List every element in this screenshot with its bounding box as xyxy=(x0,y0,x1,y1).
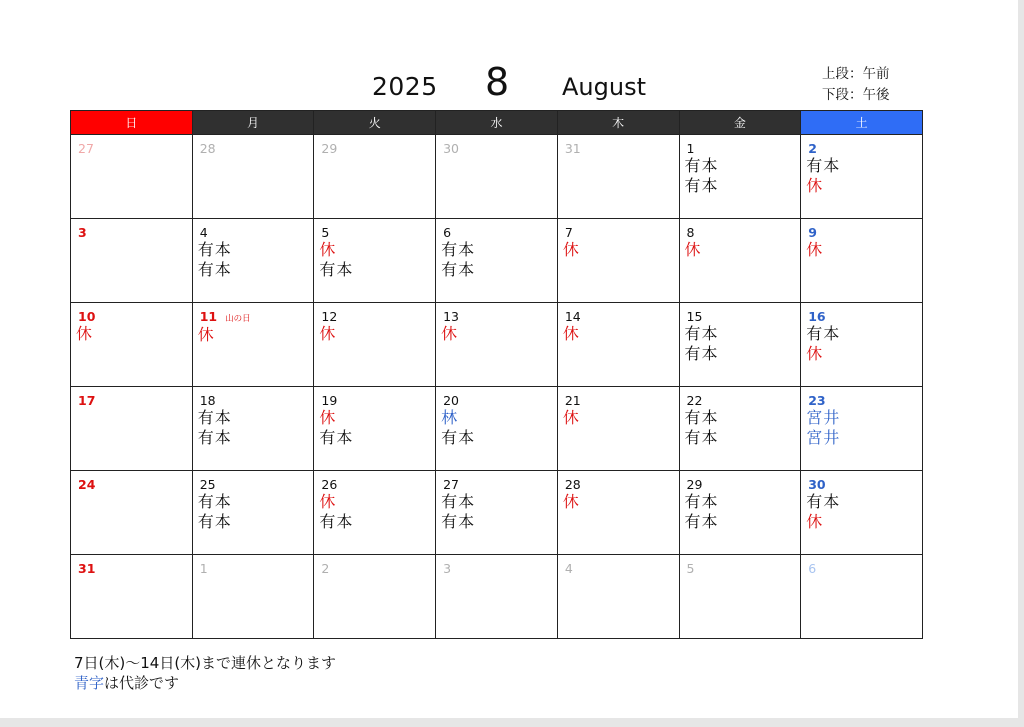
day-number: 31 xyxy=(78,561,96,576)
day-cell[interactable] xyxy=(314,303,436,387)
day-cell[interactable] xyxy=(801,387,923,471)
day-cell[interactable] xyxy=(679,387,801,471)
day-cell[interactable] xyxy=(801,555,923,639)
afternoon-doctor: 有本 xyxy=(441,512,476,531)
day-cell[interactable] xyxy=(679,303,801,387)
day-cell[interactable] xyxy=(71,387,193,471)
day-number: 7 xyxy=(564,225,573,240)
afternoon-doctor: 有本 xyxy=(319,260,354,279)
day-cell[interactable] xyxy=(314,471,436,555)
day-number: 9 xyxy=(808,225,817,240)
day-number: 26 xyxy=(321,477,338,492)
week-row xyxy=(71,135,923,219)
day-cell[interactable] xyxy=(436,555,558,639)
day-cell[interactable] xyxy=(436,303,558,387)
morning-doctor: 宮井 xyxy=(806,408,841,427)
afternoon-doctor: 休 xyxy=(806,344,824,363)
day-cell[interactable] xyxy=(71,303,193,387)
day-number: 13 xyxy=(443,309,460,324)
day-cell[interactable] xyxy=(557,219,679,303)
day-cell[interactable] xyxy=(436,387,558,471)
legend-top-row: 上段：午前 xyxy=(822,66,890,82)
morning-doctor: 有本 xyxy=(441,240,476,259)
day-number: 14 xyxy=(564,309,581,324)
day-number: 28 xyxy=(564,477,581,492)
footer-substitute-note xyxy=(74,673,336,693)
calendar-body xyxy=(71,135,923,639)
afternoon-doctor: 有本 xyxy=(684,428,719,447)
day-number: 30 xyxy=(808,477,826,492)
day-number: 2 xyxy=(321,561,330,576)
day-cell[interactable] xyxy=(679,135,801,219)
afternoon-doctor: 有本 xyxy=(684,344,719,363)
day-number: 30 xyxy=(443,141,460,156)
morning-doctor: 有本 xyxy=(197,492,232,511)
day-number: 28 xyxy=(199,141,216,156)
morning-doctor: 休 xyxy=(319,324,337,343)
day-cell[interactable] xyxy=(679,471,801,555)
day-number: 20 xyxy=(443,393,460,408)
day-number: 18 xyxy=(199,393,216,408)
day-cell[interactable] xyxy=(314,387,436,471)
day-cell[interactable] xyxy=(71,135,193,219)
morning-doctor: 休 xyxy=(319,240,337,259)
day-number: 31 xyxy=(564,141,581,156)
day-cell[interactable] xyxy=(192,387,314,471)
day-number: 5 xyxy=(321,225,330,240)
afternoon-doctor: 有本 xyxy=(684,512,719,531)
weekday-saturday: 土 xyxy=(801,111,923,135)
morning-doctor: 休 xyxy=(562,408,580,427)
day-cell[interactable] xyxy=(71,555,193,639)
day-cell[interactable] xyxy=(314,555,436,639)
day-cell[interactable] xyxy=(192,555,314,639)
calendar-month-english: August xyxy=(562,73,646,101)
day-number: 1 xyxy=(686,141,695,156)
morning-doctor: 林 xyxy=(441,408,459,427)
holiday-label: 山の日 xyxy=(225,314,251,324)
afternoon-doctor: 有本 xyxy=(197,512,232,531)
morning-doctor: 有本 xyxy=(684,408,719,427)
weekday-monday: 月 xyxy=(192,111,314,135)
day-cell[interactable] xyxy=(557,555,679,639)
day-number: 4 xyxy=(199,225,208,240)
day-number: 6 xyxy=(443,225,452,240)
afternoon-doctor: 宮井 xyxy=(806,428,841,447)
day-cell[interactable] xyxy=(801,303,923,387)
day-number: 15 xyxy=(686,309,703,324)
weekday-wednesday: 水 xyxy=(436,111,558,135)
morning-doctor: 有本 xyxy=(684,324,719,343)
weekday-sunday: 日 xyxy=(71,111,193,135)
afternoon-doctor: 有本 xyxy=(441,260,476,279)
day-number: 12 xyxy=(321,309,338,324)
afternoon-doctor: 有本 xyxy=(197,428,232,447)
day-cell[interactable] xyxy=(436,471,558,555)
morning-doctor: 休 xyxy=(319,408,337,427)
footer-substitute-text: は代診です xyxy=(104,674,180,692)
calendar-grid xyxy=(70,110,923,639)
calendar-month: 8 xyxy=(485,60,510,104)
footer-holiday-note: 7日(木)〜14日(木)まで連休となります xyxy=(74,654,337,672)
day-cell[interactable] xyxy=(436,219,558,303)
morning-doctor: 有本 xyxy=(197,408,232,427)
day-cell[interactable] xyxy=(801,471,923,555)
day-cell[interactable] xyxy=(314,135,436,219)
afternoon-doctor: 有本 xyxy=(441,428,476,447)
day-number: 6 xyxy=(808,561,817,576)
morning-doctor: 有本 xyxy=(684,156,719,175)
morning-doctor: 休 xyxy=(441,324,459,343)
day-cell[interactable] xyxy=(801,219,923,303)
day-number: 1 xyxy=(199,561,208,576)
morning-doctor: 休 xyxy=(562,492,580,511)
afternoon-doctor: 休 xyxy=(806,176,824,195)
day-number: 24 xyxy=(78,477,96,492)
day-number: 29 xyxy=(686,477,703,492)
legend-note xyxy=(822,64,890,106)
day-number: 3 xyxy=(78,225,87,240)
day-cell[interactable] xyxy=(679,219,801,303)
day-cell[interactable] xyxy=(557,387,679,471)
day-cell[interactable] xyxy=(801,135,923,219)
morning-doctor: 有本 xyxy=(441,492,476,511)
day-number: 21 xyxy=(564,393,581,408)
afternoon-doctor: 有本 xyxy=(319,512,354,531)
weekday-thursday: 木 xyxy=(557,111,679,135)
afternoon-doctor: 休 xyxy=(806,512,824,531)
day-number: 3 xyxy=(443,561,452,576)
day-number: 4 xyxy=(564,561,573,576)
day-number: 25 xyxy=(199,477,216,492)
day-number: 11 xyxy=(199,309,218,324)
day-number: 29 xyxy=(321,141,338,156)
morning-doctor: 有本 xyxy=(684,492,719,511)
footer-notes xyxy=(74,653,336,693)
day-number: 27 xyxy=(78,141,94,156)
legend-bottom-row: 下段：午後 xyxy=(822,87,890,103)
day-cell[interactable] xyxy=(557,471,679,555)
morning-doctor: 有本 xyxy=(806,492,841,511)
day-number: 17 xyxy=(78,393,96,408)
calendar-year: 2025 xyxy=(372,72,438,101)
day-number: 16 xyxy=(808,309,826,324)
day-cell[interactable] xyxy=(192,219,314,303)
morning-doctor: 休 xyxy=(806,240,824,259)
day-number: 22 xyxy=(686,393,703,408)
morning-doctor: 休 xyxy=(684,240,702,259)
day-cell[interactable] xyxy=(71,219,193,303)
afternoon-doctor: 有本 xyxy=(684,176,719,195)
morning-doctor: 有本 xyxy=(197,240,232,259)
day-number: 27 xyxy=(443,477,460,492)
morning-doctor: 休 xyxy=(562,324,580,343)
footer-blue-word: 青字 xyxy=(74,674,105,692)
afternoon-doctor: 有本 xyxy=(197,260,232,279)
day-cell[interactable] xyxy=(192,135,314,219)
day-number: 5 xyxy=(686,561,695,576)
day-cell[interactable] xyxy=(192,471,314,555)
week-row xyxy=(71,555,923,639)
day-cell[interactable] xyxy=(314,219,436,303)
day-number: 8 xyxy=(686,225,695,240)
morning-doctor: 休 xyxy=(197,325,215,344)
day-cell[interactable] xyxy=(436,135,558,219)
afternoon-doctor: 有本 xyxy=(319,428,354,447)
week-row xyxy=(71,471,923,555)
morning-doctor: 休 xyxy=(319,492,337,511)
day-cell[interactable] xyxy=(679,555,801,639)
weekday-tuesday: 火 xyxy=(314,111,436,135)
week-row xyxy=(71,219,923,303)
day-cell[interactable] xyxy=(557,303,679,387)
morning-doctor: 有本 xyxy=(806,156,841,175)
morning-doctor: 休 xyxy=(76,324,94,343)
weekday-friday: 金 xyxy=(679,111,801,135)
day-cell[interactable] xyxy=(557,135,679,219)
day-number: 2 xyxy=(808,141,817,156)
day-cell[interactable] xyxy=(192,303,314,387)
day-cell[interactable] xyxy=(71,471,193,555)
morning-doctor: 休 xyxy=(562,240,580,259)
day-number: 23 xyxy=(808,393,826,408)
morning-doctor: 有本 xyxy=(806,324,841,343)
day-number: 19 xyxy=(321,393,338,408)
week-row xyxy=(71,303,923,387)
day-number: 10 xyxy=(78,309,96,324)
week-row xyxy=(71,387,923,471)
weekday-header-row xyxy=(71,111,923,135)
